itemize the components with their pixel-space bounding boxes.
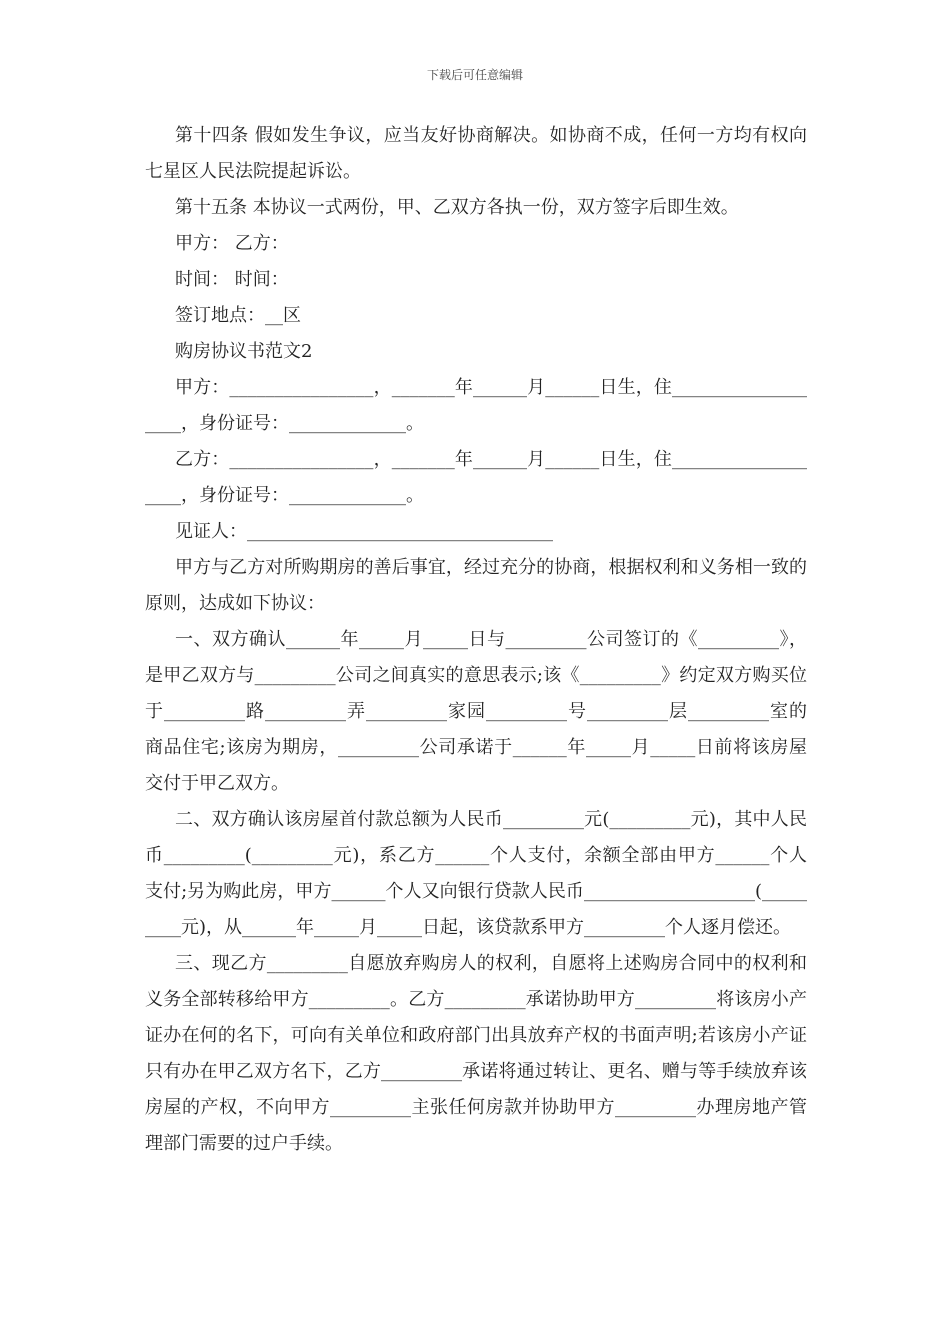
page-header: 下载后可任意编辑 [426, 68, 523, 82]
witness-line: 见证人：__________________________________ [175, 521, 553, 542]
signature-parties: 甲方： 乙方： [175, 233, 289, 254]
article-3: 三、现乙方_________自愿放弃购房人的权利，自愿将上述购房合同中的权利和义务全部转移给甲方_________。乙方_________承诺协助甲方_________将该房小产证办在何的名下，可向有关单位和政府部门出具放弃产权的书面声明;若该房小产证只有办在甲乙双方名下，乙方_________承诺将通过转让、更名、赠与等手续放弃该房屋的产权，不向甲方_________主张任何房款并协助甲方_________办理房地产管理部门需要的过户手续。 [145, 953, 807, 1154]
clause-14: 第十四条 假如发生争议，应当友好协商解决。如协商不成，任何一方均有权向七星区人民法院提起诉讼。 [145, 125, 807, 182]
section-title: 购房协议书范文2 [175, 341, 313, 362]
article-1: 一、双方确认______年_____月_____日与_________公司签订的《_________》，是甲乙双方与_________公司之间真实的意思表示;该《_________》约定双方购买位于_________路_________弄_________家园_________号_________层_________室的商品住宅;该房为期房，_________公司承诺于______年_____月_____日前将该房屋交付于甲乙双方。 [145, 629, 807, 794]
signing-place: 签订地点：__区 [175, 305, 301, 326]
signature-time: 时间： 时间： [175, 269, 289, 290]
preamble: 甲方与乙方对所购期房的善后事宜，经过充分的协商，根据权利和义务相一致的原则，达成如下协议： [145, 557, 807, 614]
article-2: 二、双方确认该房屋首付款总额为人民币_________元(_________元)，其中人民币_________(_________元)，系乙方______个人支付，余额全部由甲方______个人支付;另为购此房，甲方______个人又向银行贷款人民币___________________(_________元)，从______年_____月_____日起，该贷款系甲方_________个人逐月偿还。 [145, 809, 807, 938]
clause-15: 第十五条 本协议一式两份，甲、乙双方各执一份，双方签字后即生效。 [175, 197, 739, 218]
party-a-info: 甲方：________________，_______年______月______日生，住___________________，身份证号：_____________。 [145, 377, 807, 434]
document-body [145, 118, 807, 1162]
party-b-info: 乙方：________________，_______年______月______日生，住___________________，身份证号：_____________。 [145, 449, 807, 506]
